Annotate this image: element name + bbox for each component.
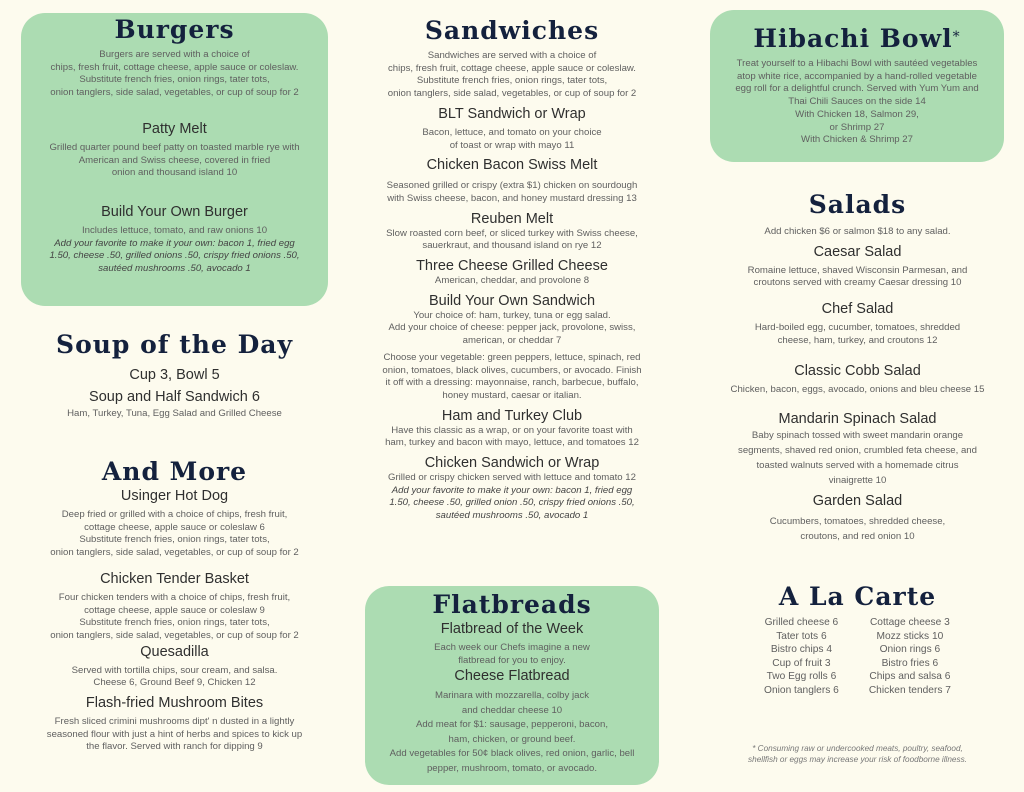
menu-item-desc (362, 425, 662, 450)
list-item: Chicken tenders 7 (868, 684, 951, 696)
list-item: Two Egg rolls 6 (766, 671, 837, 682)
desc-line: vinaigrette 10 (828, 475, 887, 487)
desc-line: onion and thousand island 10 (111, 167, 238, 179)
menu-item-name: Chef Salad (821, 301, 894, 318)
desc-line: sauerkraut, and thousand island on rye 12 (422, 240, 602, 252)
list-item: Tater tots 6 (776, 630, 827, 642)
menu-item-desc (362, 275, 662, 288)
desc-line: with Swiss cheese, bacon, and honey mustard dressing 13 (387, 192, 637, 204)
list-item: Bistro chips 4 (770, 644, 832, 655)
addon-line: sautéed mushrooms .50, avocado 1 (98, 263, 251, 275)
addon-line: sautéed mushrooms .50, avocado 1 (435, 510, 589, 522)
alacarte-section (705, 582, 1010, 697)
menu-item-desc (21, 665, 328, 690)
sandwiches-intro (362, 50, 662, 101)
menu-item-desc (362, 472, 662, 485)
menu-item-name: Quesadilla (140, 643, 209, 660)
menu-item-name: Build Your Own Burger (101, 203, 248, 220)
desc-line: ham, turkey and bacon with mayo, lettuce, and tomatoes 12 (385, 437, 639, 449)
salads-section (705, 190, 1010, 544)
menu-item-name: Chicken Bacon Swiss Melt (426, 157, 598, 174)
desc-line: Add your choice of cheese: pepper jack, provolone, swiss, (388, 322, 636, 334)
menu-item-name: Caesar Salad (813, 243, 902, 260)
desc-line: onion, tomatoes, black olives, cucumbers, or avocado. Finish (382, 364, 642, 376)
salads-intro: Add chicken $6 or salmon $18 to any salad. (764, 226, 951, 237)
hibachi-desc (710, 58, 1004, 147)
intro-line: onion tanglers, side salad, vegetables, or cup of soup for 2 (50, 87, 299, 99)
desc-line: or Shrimp 27 (829, 121, 885, 133)
desc-line: it off with a dressing: mayonnaise, ranch, barbecue, buffalo, (385, 377, 639, 389)
desc-line: Grilled quarter pound beef patty on toasted marble rye with (49, 141, 300, 153)
menu-item-desc (365, 689, 659, 776)
desc-line: toasted walnuts served with a homemade citrus (756, 460, 959, 472)
desc-line: cottage cheese, apple sauce or coleslaw 9 (84, 604, 265, 616)
list-item: Onion rings 6 (879, 644, 941, 655)
salads-title: Salads (808, 190, 907, 219)
addon-line: Add your favorite to make it your own: bacon 1, fried egg (391, 484, 633, 496)
burgers-intro (21, 49, 328, 100)
burgers-title: Burgers (114, 15, 235, 44)
flatbreads-title: Flatbreads (432, 590, 592, 619)
menu-item-desc (21, 509, 328, 560)
menu-item-desc (705, 514, 1010, 544)
desc-line: ham, chicken, or ground beef. (448, 733, 576, 745)
list-item: Cottage cheese 3 (869, 617, 950, 628)
hibachi-section (710, 24, 1004, 147)
menu-item-name: Mandarin Spinach Salad (778, 411, 937, 428)
footnote-line: * Consuming raw or undercooked meats, poultry, seafood, (752, 744, 963, 753)
desc-line: Deep fried or grilled with a choice of chips, fresh fruit, (61, 509, 288, 520)
menu-item-desc (21, 716, 328, 754)
desc-line: cottage cheese, apple sauce or coleslaw 6 (84, 521, 265, 533)
menu-item-desc (705, 428, 1010, 488)
desc-line: Cheese 6, Ground Beef 9, Chicken 12 (93, 677, 256, 689)
intro-line: Substitute french fries, onion rings, tater tots, (79, 74, 270, 86)
desc-line: Your choice of: ham, turkey, tuna or egg salad. (413, 309, 611, 321)
desc-line: With Chicken 18, Salmon 29, (795, 108, 919, 120)
desc-line: onion tanglers, side salad, vegetables, or cup of soup for 2 (50, 547, 299, 559)
footnote-line: shellfish or eggs may increase your risk of foodborne illness. (748, 755, 967, 764)
menu-item-name: Chicken Tender Basket (100, 570, 249, 587)
addon-line: 1.50, cheese .50, grilled onion .50, crispy fried onions .50, (389, 497, 635, 509)
menu-item-name: Three Cheese Grilled Cheese (416, 258, 608, 275)
desc-line: and cheddar cheese 10 (461, 704, 563, 716)
menu-item-name: Ham and Turkey Club (441, 407, 583, 424)
menu-item-addons (362, 485, 662, 523)
desc-line: With Chicken & Shrimp 27 (801, 134, 913, 146)
desc-line: croutons, and red onion 10 (800, 531, 915, 543)
desc-line: Chicken, bacon, eggs, avocado, onions and bleu cheese 15 (730, 383, 985, 395)
desc-line: Slow roasted corn beef, or sliced turkey with Swiss cheese, (386, 227, 638, 239)
burgers-section (21, 15, 328, 276)
list-item: Onion tanglers 6 (764, 684, 839, 696)
desc-line: Add meat for $1: sausage, pepperoni, bacon, (415, 719, 608, 731)
menu-item-name: Reuben Melt (470, 210, 554, 227)
desc-line: Includes lettuce, tomato, and raw onions 10 (81, 224, 268, 236)
menu-item-desc (705, 384, 1010, 397)
desc-line: Have this classic as a wrap, or on your favorite toast with (391, 424, 633, 436)
menu-item-desc (362, 180, 662, 205)
intro-line: chips, fresh fruit, cottage cheese, apple sauce or coleslaw. (50, 61, 299, 73)
addon-line: 1.50, cheese .50, grilled onions .50, crispy fried onions .50, (49, 250, 300, 262)
intro-line: Burgers are served with a choice of (99, 49, 250, 60)
desc-line: flatbread for you to enjoy. (458, 654, 566, 666)
desc-line: croutons served with creamy Caesar dressing 10 (753, 277, 962, 289)
menu-item-desc (21, 225, 328, 238)
hibachi-title-text: Hibachi Bowl (753, 24, 953, 53)
intro-line: Substitute french fries, onion rings, tater tots, (416, 75, 608, 87)
soup-title: Soup of the Day (56, 330, 293, 359)
menu-item-desc (21, 142, 328, 180)
desc-line: Romaine lettuce, shaved Wisconsin Parmesan, and (747, 264, 968, 276)
alacarte-right-column (869, 616, 951, 697)
soup-price-line: Cup 3, Bowl 5 (129, 367, 220, 383)
more-section (21, 457, 328, 754)
alacarte-list (705, 616, 1010, 697)
hibachi-asterisk: * (952, 29, 961, 45)
menu-item-desc (705, 265, 1010, 290)
desc-line: Hard-boiled egg, cucumber, tomatoes, shredded (754, 322, 961, 334)
desc-line: american, or cheddar 7 (462, 335, 562, 347)
intro-line: Sandwiches are served with a choice of (427, 50, 597, 61)
menu-item-name: Usinger Hot Dog (120, 488, 229, 504)
desc-line: egg roll for a delightful crunch. Served with Yum Yum and (735, 83, 979, 95)
desc-line: segments, shaved red onion, crumbled feta cheese, and (738, 445, 977, 457)
desc-line: Cucumbers, tomatoes, shredded cheese, (769, 516, 946, 528)
menu-item-name: Garden Salad (812, 493, 903, 510)
desc-line: Substitute french fries, onion rings, tater tots, (79, 617, 270, 629)
menu-item-name: Classic Cobb Salad (794, 362, 921, 379)
desc-line: Add vegetables for 50¢ black olives, red onion, garlic, bell (389, 748, 635, 760)
menu-item-name: Chicken Sandwich or Wrap (424, 455, 600, 472)
menu-item-desc (362, 127, 662, 152)
flatbreads-section (365, 590, 659, 776)
list-item: Chips and salsa 6 (869, 671, 951, 682)
desc-line: Fresh sliced crimini mushrooms dipt' n dusted in a lightly (54, 716, 295, 728)
menu-item-desc (365, 642, 659, 667)
addon-line: Add your favorite to make it your own: bacon 1, fried egg (54, 237, 295, 249)
alacarte-left-column (764, 616, 839, 697)
alacarte-title: A La Carte (778, 582, 937, 611)
desc-line: pepper, mushroom, tomato, or avocado. (426, 762, 598, 774)
menu-item-name: Flash-fried Mushroom Bites (85, 695, 264, 712)
menu-item-desc (705, 322, 1010, 347)
list-item: Bistro fries 6 (881, 657, 939, 669)
desc-line: Each week our Chefs imagine a new (434, 642, 590, 653)
menu-item-name: Build Your Own Sandwich (428, 292, 596, 309)
desc-line: Choose your vegetable: green peppers, lettuce, spinach, red (383, 351, 641, 363)
foodborne-illness-footnote (705, 743, 1010, 765)
menu-item-addons (21, 238, 328, 276)
menu-item-desc (362, 228, 662, 253)
desc-line: Seasoned grilled or crispy (extra $1) chicken on sourdough (386, 180, 638, 192)
list-item: Grilled cheese 6 (764, 617, 839, 628)
desc-line: American and Swiss cheese, covered in fried (78, 154, 271, 166)
menu-item-name: Cheese Flatbread (454, 668, 570, 685)
sandwiches-section (362, 16, 662, 523)
desc-line: honey mustard, caesar or italian. (442, 389, 582, 401)
more-title: And More (101, 457, 248, 486)
desc-line: Treat yourself to a Hibachi Bowl with sautéed vegetables (736, 58, 978, 69)
desc-line: cheese, ham, turkey, and croutons 12 (777, 334, 938, 346)
sandwiches-title: Sandwiches (424, 16, 600, 45)
list-item: Mozz sticks 10 (876, 630, 944, 642)
desc-line: the flavor. Served with ranch for dipping 9 (86, 741, 263, 753)
menu-item-desc (21, 592, 328, 643)
hibachi-title (710, 24, 1004, 54)
intro-line: chips, fresh fruit, cottage cheese, apple sauce or coleslaw. (388, 62, 636, 74)
desc-line: Substitute french fries, onion rings, tater tots, (79, 534, 270, 546)
menu-item-desc (362, 310, 662, 348)
desc-line: Bacon, lettuce, and tomato on your choice (422, 126, 602, 138)
intro-line: onion tanglers, side salad, vegetables, or cup of soup for 2 (387, 88, 637, 100)
desc-line: Baby spinach tossed with sweet mandarin orange (751, 430, 964, 442)
menu-item-desc (362, 352, 662, 403)
desc-line: Four chicken tenders with a choice of chips, fresh fruit, (58, 591, 291, 603)
desc-line: Marinara with mozzarella, colby jack (434, 690, 590, 702)
menu-item-name: BLT Sandwich or Wrap (438, 105, 586, 122)
menu-item-name: Patty Melt (142, 120, 207, 137)
desc-line: onion tanglers, side salad, vegetables, or cup of soup for 2 (50, 629, 299, 641)
soup-desc: Ham, Turkey, Tuna, Egg Salad and Grilled Cheese (67, 408, 282, 419)
desc-line: atop white rice, accompanied by a hand-rolled vegetable (737, 70, 977, 82)
desc-line: seasoned flour with just a hint of herbs and spices to kick up (46, 728, 303, 740)
desc-line: Served with tortilla chips, sour cream, and salsa. (71, 664, 278, 676)
desc-line: Thai Chili Sauces on the side 14 (788, 96, 926, 108)
desc-line: Grilled or crispy chicken served with lettuce and tomato 12 (388, 472, 636, 484)
desc-line: American, cheddar, and provolone 8 (434, 275, 590, 287)
desc-line: of toast or wrap with mayo 11 (449, 139, 575, 151)
menu-item-name: Flatbread of the Week (440, 621, 584, 637)
soup-sandwich-line: Soup and Half Sandwich 6 (89, 389, 260, 405)
soup-section (21, 330, 328, 421)
list-item: Cup of fruit 3 (772, 657, 831, 669)
